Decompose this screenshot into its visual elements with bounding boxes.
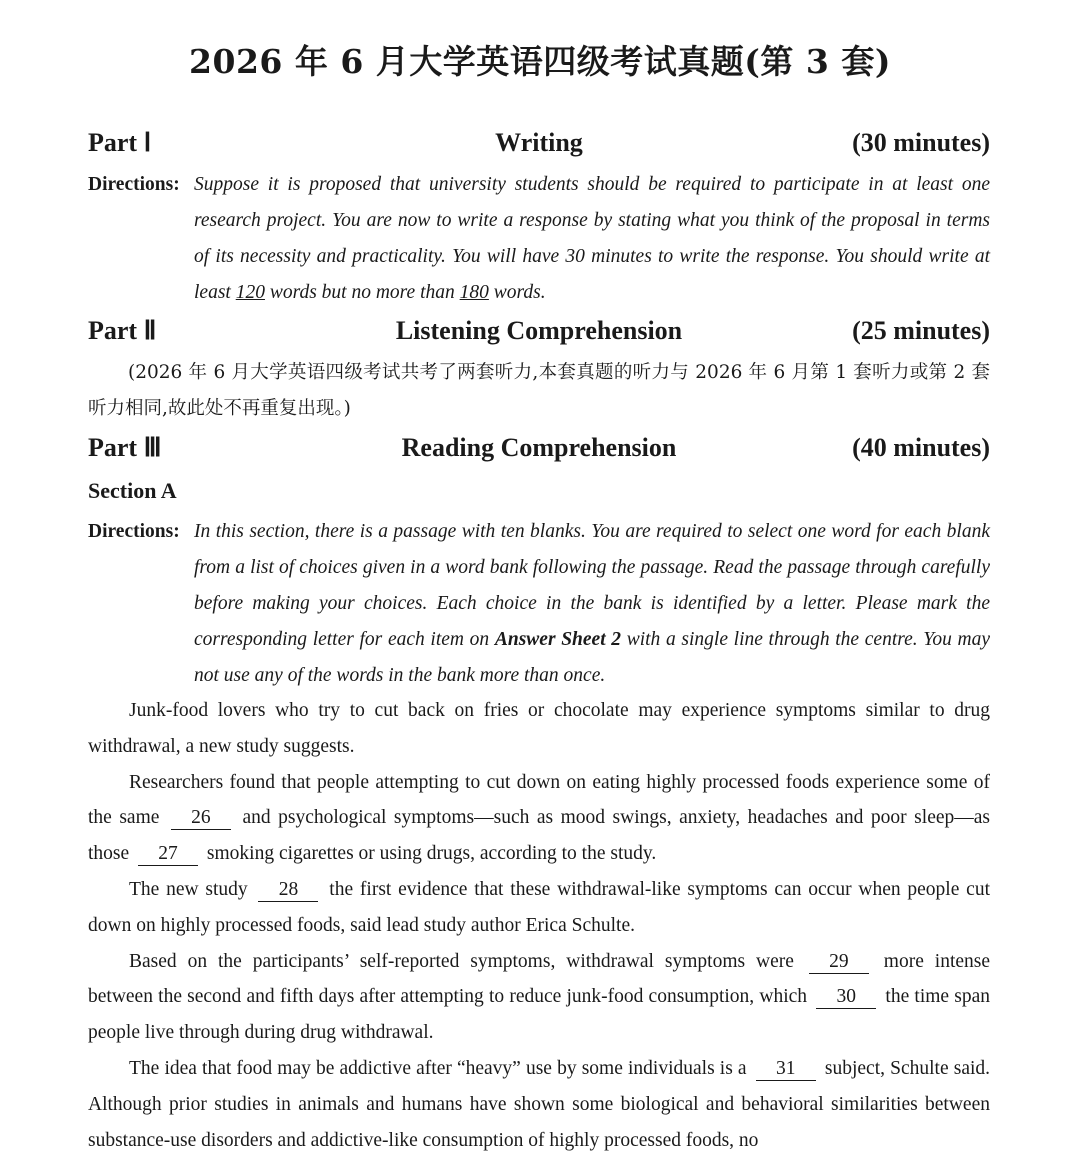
blank-27[interactable]: 27 xyxy=(138,843,198,866)
part-2-time: (25 minutes) xyxy=(852,316,990,345)
directions-text: In this section, there is a passage with ten blanks. You are required to select one word for each blank from a list of choices given in a word bank following the passage. Read the passage through carefully before making your choices. Each choice in the bank is identified by a letter. Please mark the corresponding letter for each item on Answer Sheet 2 with a single line through the centre. You may not use any of the words in the bank more than once. xyxy=(194,521,991,686)
min-words: 120 xyxy=(235,282,265,303)
passage-paragraph: Junk-food lovers who try to cut back on fries or chocolate may experience symptoms similar to drug withdrawal, a new study suggests. xyxy=(88,700,990,757)
part-2-header xyxy=(88,316,990,350)
part-1-label: Part Ⅰ xyxy=(88,128,152,157)
blank-28[interactable]: 28 xyxy=(258,879,318,902)
reading-passage xyxy=(88,693,990,1158)
blank-31[interactable]: 31 xyxy=(756,1058,816,1081)
passage-paragraph: Based on the participants’ self-reported symptoms, withdrawal symptoms were 29 more intense between the second and fifth days after attempting to reduce junk-food consumption, which 30 the time span people live through during drug withdrawal. xyxy=(88,950,991,1044)
part-3-time: (40 minutes) xyxy=(852,433,990,462)
part-1-time: (30 minutes) xyxy=(852,128,990,157)
part-2-label: Part Ⅱ xyxy=(88,316,157,345)
directions-label: Directions: xyxy=(88,174,180,195)
answer-sheet-ref: Answer Sheet 2 xyxy=(494,629,622,650)
part-3-name: Reading Comprehension xyxy=(401,433,677,462)
passage-paragraph: The new study 28 the first evidence that these withdrawal-like symptoms can occur when people cut down on highly processed foods, said lead study author Erica Schulte. xyxy=(88,878,991,936)
section-a-heading: Section A xyxy=(88,478,177,503)
part-3-header xyxy=(88,433,990,467)
passage-paragraph: The idea that food may be addictive after “heavy” use by some individuals is a 31 subject, Schulte said. Although prior studies in animals and humans have shown some biological and behavioral similarities between substance-use disorders and addictive-like consumption of highly processed foods, no xyxy=(88,1057,991,1151)
directions-text: Suppose it is proposed that university students should be required to participate in at least one research project. You are now to write a response by stating what you think of the proposal in terms of its necessity and practicality. You will have 30 minutes to write the response. You should write at least 120 words but no more than 180 words. xyxy=(194,174,990,303)
max-words: 180 xyxy=(459,282,489,303)
part-2-name: Listening Comprehension xyxy=(395,316,683,345)
page-title: 2026 年 6 月大学英语四级考试真题(第 3 套) xyxy=(189,42,891,81)
part-1-name: Writing xyxy=(495,128,583,157)
blank-30[interactable]: 30 xyxy=(816,986,876,1009)
part-1-directions xyxy=(88,167,990,311)
part-2-note: (2026 年 6 月大学英语四级考试共考了两套听力,本套真题的听力与 2026 年 6 月第 1 套听力或第 2 套听力相同,故此处不再重复出现。) xyxy=(88,362,990,419)
part-3-directions xyxy=(88,514,990,694)
part-3-label: Part Ⅲ xyxy=(88,433,162,462)
part-1-header xyxy=(88,128,990,162)
passage-paragraph: Researchers found that people attempting to cut down on eating highly processed foods experience some of the same 26 and psychological symptoms—such as mood swings, anxiety, headaches and poor sleep—as those 27 smoking cigarettes or using drugs, according to the study. xyxy=(88,771,990,865)
directions-label: Directions: xyxy=(88,521,180,542)
blank-29[interactable]: 29 xyxy=(809,951,869,974)
blank-26[interactable]: 26 xyxy=(171,807,231,830)
